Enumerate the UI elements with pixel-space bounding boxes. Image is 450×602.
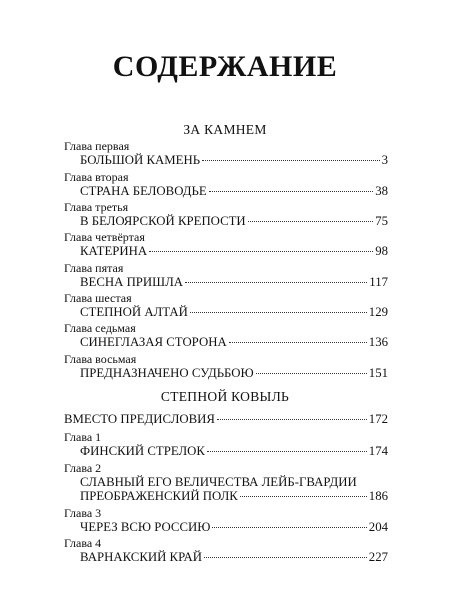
dot-leader: [229, 342, 367, 343]
dot-leader: [240, 496, 367, 497]
dot-leader: [207, 451, 367, 452]
dot-leader: [217, 419, 367, 420]
dot-leader: [149, 251, 373, 252]
toc-entry-page: 204: [368, 520, 388, 534]
toc-entry-page: 129: [368, 305, 388, 319]
toc-entry[interactable]: [80, 153, 388, 168]
toc-entry[interactable]: [80, 520, 388, 535]
toc-entry[interactable]: [80, 305, 388, 320]
toc-entry-title: ПРЕДНАЗНАЧЕНО СУДЬБОЮ: [80, 366, 254, 380]
toc-entry-page: 98: [375, 244, 388, 258]
toc-entry-title: БОЛЬШОЙ КАМЕНЬ: [80, 153, 201, 167]
chapter-label: Глава вторая: [64, 170, 129, 184]
section-title-part1: ЗА КАМНЕМ: [183, 122, 267, 137]
toc-entry-title: ВАРНАКСКИЙ КРАЙ: [80, 550, 203, 564]
toc-entry-page: 38: [375, 184, 388, 198]
toc-entry[interactable]: [80, 550, 388, 565]
dot-leader: [256, 373, 367, 374]
toc-entry[interactable]: [80, 244, 388, 259]
toc-entry[interactable]: [80, 184, 388, 199]
dot-leader: [204, 557, 367, 558]
toc-entry-title: В БЕЛОЯРСКОЙ КРЕПОСТИ: [80, 214, 246, 228]
toc-entry[interactable]: [80, 335, 388, 350]
toc-entry-page: 136: [368, 335, 388, 349]
chapter-label: Глава шестая: [64, 291, 132, 305]
toc-entry[interactable]: [80, 444, 388, 459]
toc-entry-page: 172: [368, 412, 388, 426]
chapter-label: Глава 1: [64, 430, 102, 444]
chapter-label: Глава четвёртая: [64, 230, 145, 244]
dot-leader: [185, 282, 367, 283]
dot-leader: [190, 312, 367, 313]
toc-entry[interactable]: [80, 275, 388, 290]
toc-entry-title: ВМЕСТО ПРЕДИСЛОВИЯ: [64, 412, 215, 426]
toc-entry[interactable]: [80, 366, 388, 381]
chapter-label: Глава 2: [64, 461, 102, 475]
dot-leader: [248, 221, 374, 222]
toc-entry-title: ФИНСКИЙ СТРЕЛОК: [80, 444, 205, 458]
dot-leader: [202, 160, 380, 161]
chapter-label: Глава пятая: [64, 261, 124, 275]
toc-entry-title: ПРЕОБРАЖЕНСКИЙ ПОЛК: [80, 489, 238, 503]
toc-entry-title: КАТЕРИНА: [80, 244, 148, 258]
toc-entry-page: 75: [375, 214, 388, 228]
chapter-label: Глава третья: [64, 200, 129, 214]
toc-entry-page: 174: [368, 444, 388, 458]
toc-entry[interactable]: [80, 214, 388, 229]
toc-entry-title: СТРАНА БЕЛОВОДЬЕ: [80, 184, 207, 198]
toc-entry-title: СТЕПНОЙ АЛТАЙ: [80, 305, 188, 319]
toc-entry-page: 3: [381, 153, 388, 167]
toc-entry-page: 186: [368, 489, 388, 503]
toc-entry-page: 227: [368, 550, 388, 564]
toc-entry-page: 117: [369, 275, 388, 289]
section-title-part2: СТЕПНОЙ КОВЫЛЬ: [160, 389, 290, 404]
dot-leader: [212, 527, 366, 528]
chapter-label: Глава восьмая: [64, 352, 137, 366]
chapter-label: Глава 4: [64, 536, 102, 550]
toc-entry-page: 151: [368, 366, 388, 380]
chapter-label: Глава первая: [64, 139, 130, 153]
toc-entry-preface[interactable]: [64, 412, 388, 427]
toc-entry-title: СИНЕГЛАЗАЯ СТОРОНА: [80, 335, 227, 349]
toc-entry[interactable]: [80, 489, 388, 504]
page-title: СОДЕРЖАНИЕ: [112, 50, 338, 83]
toc-entry-title: ВЕСНА ПРИШЛА: [80, 275, 183, 289]
toc-entry-title-line1: СЛАВНЫЙ ЕГО ВЕЛИЧЕСТВА ЛЕЙБ-ГВАРДИИ: [80, 475, 357, 489]
dot-leader: [209, 191, 373, 192]
chapter-label: Глава 3: [64, 506, 102, 520]
toc-entry-title: ЧЕРЕЗ ВСЮ РОССИЮ: [80, 520, 211, 534]
chapter-label: Глава седьмая: [64, 321, 136, 335]
